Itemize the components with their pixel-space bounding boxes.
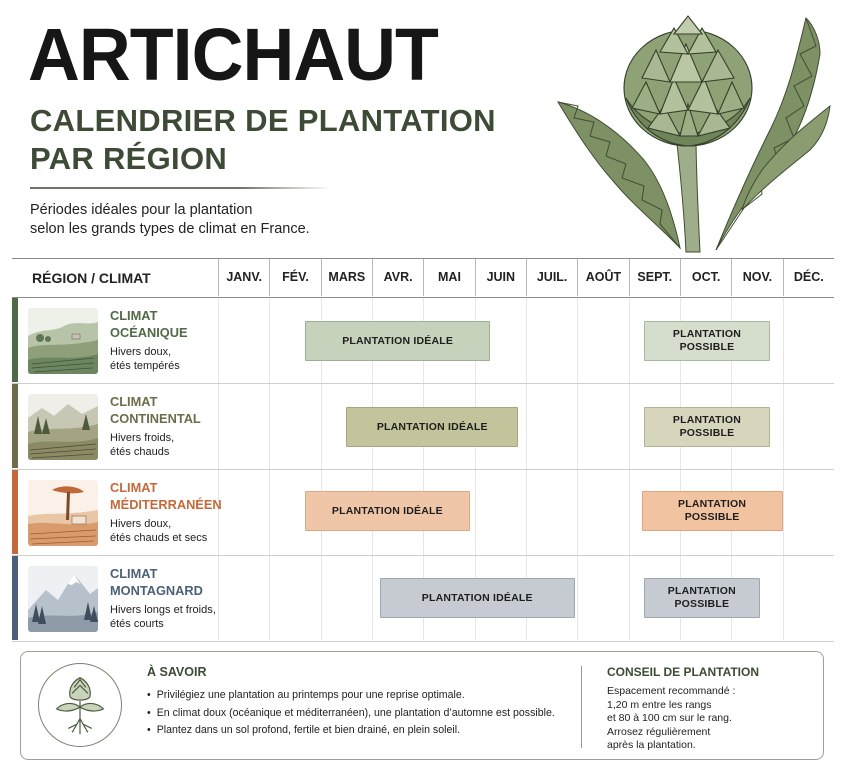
region-name-line-2: MÉDITERRANÉEN (110, 497, 222, 512)
artichoke-plant-icon (38, 663, 122, 747)
page-subtitle (30, 102, 550, 178)
region-name-line-1: CLIMAT (110, 394, 158, 409)
info-bullet: • En climat doux (océanique et méditerranéen), une plantation d’automne est possible. (147, 705, 555, 723)
calendar-header-row (12, 258, 834, 298)
region-description (110, 517, 220, 545)
month-header: SEPT. (629, 259, 680, 296)
title-divider (30, 187, 330, 189)
advice-line: 1,20 m entre les rangs (607, 698, 712, 711)
info-box (20, 651, 824, 760)
ideal-planting-label: PLANTATION IDÉALE (421, 591, 533, 604)
region-name (110, 565, 220, 599)
month-header: MAI (423, 259, 474, 296)
region-name (110, 307, 220, 341)
page-title: ARTICHAUT (28, 13, 438, 96)
region-color-strip (12, 384, 18, 468)
region-desc-line-1: Hivers doux, (110, 518, 172, 530)
mountain-landscape-thumbnail (28, 566, 98, 632)
ideal-planting-label: PLANTATION IDÉALE (331, 504, 443, 517)
month-header: NOV. (731, 259, 782, 296)
month-header: AOÛT (577, 259, 628, 296)
region-name-line-2: MONTAGNARD (110, 583, 203, 598)
region-name-line-1: CLIMAT (110, 308, 158, 323)
ideal-planting-bar (305, 321, 490, 361)
month-header: OCT. (680, 259, 731, 296)
planting-advice-title: CONSEIL DE PLANTATION (607, 665, 760, 679)
ideal-planting-bar (305, 491, 469, 531)
region-column-header: RÉGION / CLIMAT (32, 270, 151, 286)
info-bullet: • Plantez dans un sol profond, fertile et bien drainé, en plein soleil. (147, 722, 555, 740)
advice-line: après la plantation. (607, 739, 696, 752)
advice-line: Arrosez régulièrement (607, 725, 711, 738)
possible-planting-label-line-1: PLANTATION (678, 498, 747, 510)
continental-landscape-thumbnail (28, 394, 98, 460)
ideal-planting-bar (346, 407, 518, 447)
advice-line: Espacement recommandé : (607, 685, 736, 697)
possible-planting-label-line-2: POSSIBLE (684, 511, 740, 523)
mediterranean-landscape-thumbnail (28, 480, 98, 546)
possible-planting-bar (642, 491, 783, 531)
possible-planting-bar (644, 321, 770, 361)
possible-planting-label-line-1: PLANTATION (667, 585, 736, 597)
possible-planting-label-line-1: PLANTATION (672, 328, 741, 340)
region-name-line-2: OCÉANIQUE (110, 325, 188, 340)
possible-planting-label-line-2: POSSIBLE (674, 598, 730, 610)
info-savoir-title: À SAVOIR (147, 665, 207, 679)
ideal-planting-bar (380, 578, 575, 618)
region-desc-line-2: étés chauds et secs (110, 532, 208, 544)
region-row-mediterraneen (12, 470, 834, 556)
region-color-strip (12, 556, 18, 640)
month-header: JANV. (218, 259, 269, 296)
ideal-planting-label: PLANTATION IDÉALE (376, 420, 488, 433)
month-headers (218, 259, 834, 296)
intro-line-2: selon les grands types de climat en France. (30, 221, 310, 237)
region-name (110, 479, 220, 513)
region-desc-line-1: Hivers doux, (110, 346, 172, 358)
region-description (110, 431, 220, 459)
intro-text (30, 201, 310, 239)
region-color-strip (12, 298, 18, 382)
region-description (110, 345, 220, 373)
possible-planting-label-line-2: POSSIBLE (679, 427, 735, 439)
region-name-line-2: CONTINENTAL (110, 411, 201, 426)
month-header: MARS (321, 259, 372, 296)
month-header: DÉC. (783, 259, 834, 296)
info-bullet-list (147, 687, 555, 740)
planting-advice-text (607, 685, 735, 753)
month-header: JUIL. (526, 259, 577, 296)
region-row-continental (12, 384, 834, 470)
region-desc-line-2: étés tempérés (110, 360, 180, 372)
month-header: FÉV. (269, 259, 320, 296)
region-desc-line-1: Hivers longs et froids, (110, 604, 216, 616)
intro-line-1: Périodes idéales pour la plantation (30, 202, 253, 218)
region-name-line-1: CLIMAT (110, 566, 158, 581)
possible-planting-bar (644, 407, 770, 447)
region-row-oceanique (12, 298, 834, 384)
subtitle-line-1: CALENDRIER DE PLANTATION (30, 103, 496, 138)
month-header: AVR. (372, 259, 423, 296)
region-desc-line-2: étés courts (110, 618, 164, 630)
region-desc-line-1: Hivers froids, (110, 432, 175, 444)
possible-planting-label-line-2: POSSIBLE (679, 341, 735, 353)
oceanic-landscape-thumbnail (28, 308, 98, 374)
region-color-strip (12, 470, 18, 554)
region-desc-line-2: étés chauds (110, 446, 170, 458)
month-header: JUIN (475, 259, 526, 296)
ideal-planting-label: PLANTATION IDÉALE (342, 334, 454, 347)
region-name-line-1: CLIMAT (110, 480, 158, 495)
info-divider (581, 666, 582, 748)
info-bullet: • Privilégiez une plantation au printemps pour une reprise optimale. (147, 687, 555, 705)
subtitle-line-2: PAR RÉGION (30, 141, 228, 176)
possible-planting-bar (644, 578, 760, 618)
region-description (110, 603, 220, 631)
artichoke-illustration (548, 10, 838, 255)
advice-line: et 80 à 100 cm sur le rang. (607, 712, 732, 725)
region-name (110, 393, 220, 427)
possible-planting-label-line-1: PLANTATION (672, 414, 741, 426)
region-row-montagnard (12, 556, 834, 642)
